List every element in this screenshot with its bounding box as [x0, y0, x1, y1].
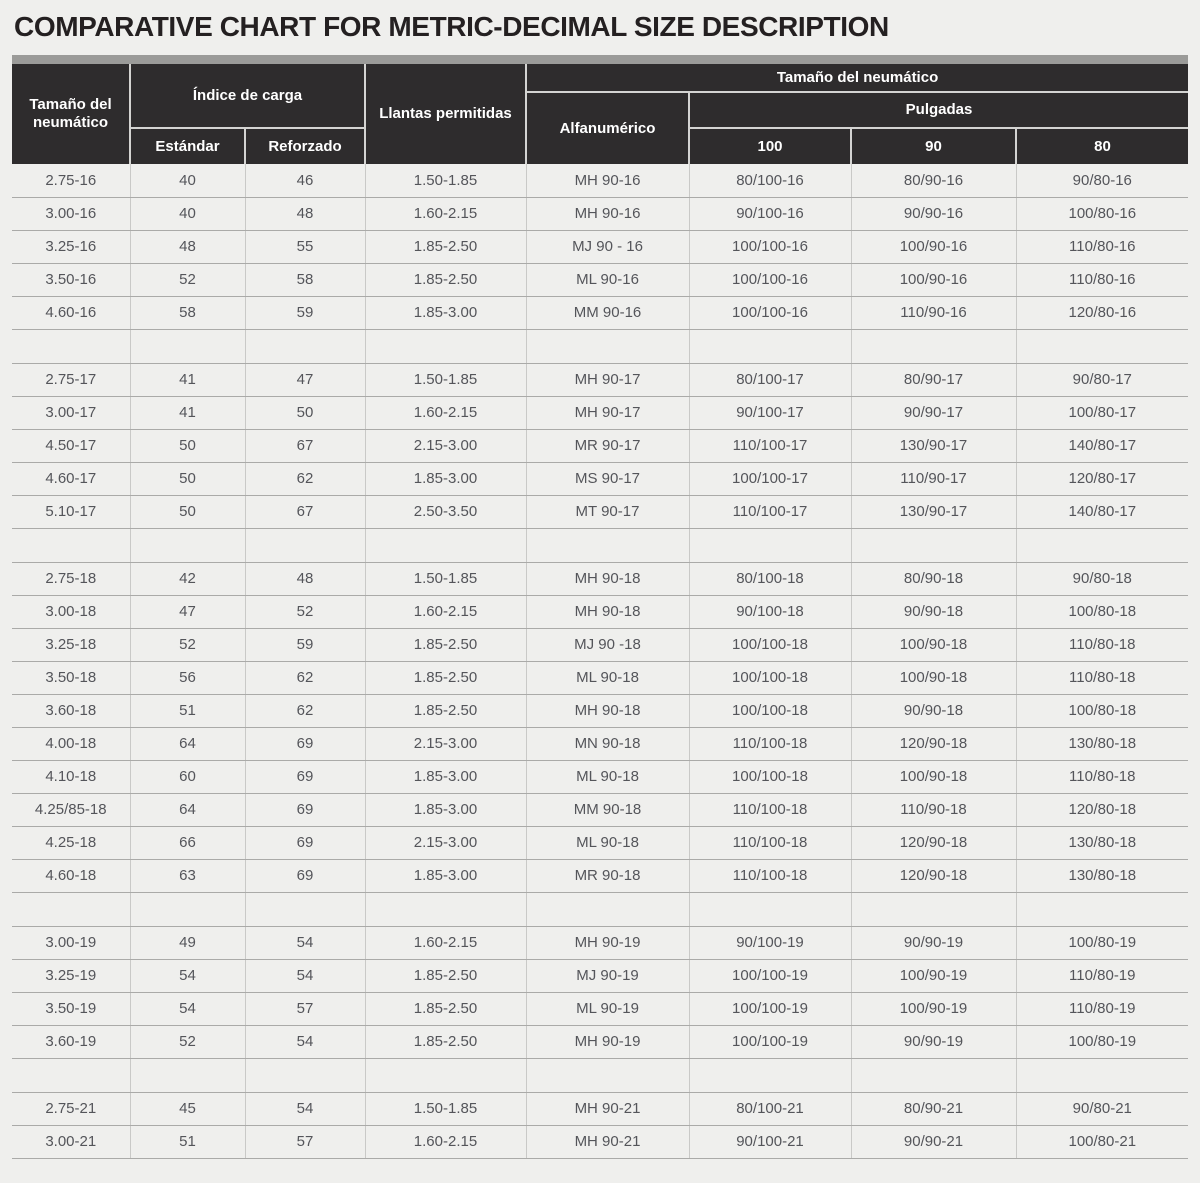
spacer-cell: [851, 1058, 1016, 1092]
table-row: [12, 363, 1188, 396]
spacer-cell: [12, 528, 130, 562]
table-row: [12, 793, 1188, 826]
cell: 1.50-1.85: [365, 1092, 526, 1125]
cell: 57: [245, 992, 365, 1025]
cell: 64: [130, 793, 245, 826]
cell: 90/80-21: [1016, 1092, 1188, 1125]
cell: 3.50-18: [12, 661, 130, 694]
cell: 80/100-17: [689, 363, 851, 396]
spacer-row: [12, 892, 1188, 926]
cell: 62: [245, 462, 365, 495]
cell: MJ 90 - 16: [526, 230, 689, 263]
cell: 49: [130, 926, 245, 959]
cell: MS 90-17: [526, 462, 689, 495]
spacer-cell: [130, 329, 245, 363]
cell: MH 90-16: [526, 164, 689, 197]
cell: 90/90-17: [851, 396, 1016, 429]
spacer-cell: [526, 329, 689, 363]
cell: 3.50-16: [12, 263, 130, 296]
cell: 130/90-17: [851, 429, 1016, 462]
cell: MH 90-18: [526, 595, 689, 628]
cell: 130/80-18: [1016, 826, 1188, 859]
table-row: [12, 197, 1188, 230]
cell: 1.85-2.50: [365, 230, 526, 263]
spacer-cell: [365, 329, 526, 363]
cell: MH 90-21: [526, 1125, 689, 1158]
cell: 100/80-18: [1016, 694, 1188, 727]
table-top-strip: [12, 55, 1188, 64]
spacer-cell: [245, 329, 365, 363]
spacer-cell: [1016, 892, 1188, 926]
cell: 41: [130, 363, 245, 396]
cell: 130/90-17: [851, 495, 1016, 528]
cell: 90/100-18: [689, 595, 851, 628]
cell: 3.00-19: [12, 926, 130, 959]
cell: 1.85-3.00: [365, 859, 526, 892]
cell: MH 90-17: [526, 363, 689, 396]
cell: MT 90-17: [526, 495, 689, 528]
cell: MH 90-18: [526, 694, 689, 727]
cell: 110/100-18: [689, 793, 851, 826]
cell: 110/100-17: [689, 495, 851, 528]
page-title: COMPARATIVE CHART FOR METRIC-DECIMAL SIZE DESCRIPTION: [14, 11, 889, 42]
cell: 100/80-19: [1016, 1025, 1188, 1058]
cell: 1.85-2.50: [365, 959, 526, 992]
table-row: [12, 661, 1188, 694]
cell: MH 90-18: [526, 562, 689, 595]
cell: 100/100-19: [689, 992, 851, 1025]
cell: 90/80-18: [1016, 562, 1188, 595]
cell: 67: [245, 429, 365, 462]
cell: 4.50-17: [12, 429, 130, 462]
cell: 69: [245, 760, 365, 793]
cell: 100/90-18: [851, 661, 1016, 694]
cell: 69: [245, 859, 365, 892]
cell: 3.00-16: [12, 197, 130, 230]
cell: 63: [130, 859, 245, 892]
spacer-row: [12, 329, 1188, 363]
table-row: [12, 727, 1188, 760]
cell: 1.85-3.00: [365, 760, 526, 793]
spacer-cell: [1016, 1058, 1188, 1092]
spacer-cell: [1016, 329, 1188, 363]
cell: 90/100-17: [689, 396, 851, 429]
cell: 67: [245, 495, 365, 528]
cell: 4.60-17: [12, 462, 130, 495]
cell: 3.50-19: [12, 992, 130, 1025]
cell: 90/100-19: [689, 926, 851, 959]
table-row: [12, 826, 1188, 859]
table-row: [12, 628, 1188, 661]
cell: 2.15-3.00: [365, 826, 526, 859]
cell: 3.00-21: [12, 1125, 130, 1158]
cell: 110/90-16: [851, 296, 1016, 329]
cell: 59: [245, 628, 365, 661]
cell: 3.60-19: [12, 1025, 130, 1058]
cell: 69: [245, 727, 365, 760]
cell: 120/80-18: [1016, 793, 1188, 826]
cell: 1.60-2.15: [365, 926, 526, 959]
spacer-cell: [130, 1058, 245, 1092]
table-row: [12, 164, 1188, 197]
spacer-cell: [526, 528, 689, 562]
cell: 80/90-18: [851, 562, 1016, 595]
cell: ML 90-19: [526, 992, 689, 1025]
cell: 2.15-3.00: [365, 727, 526, 760]
header-inch-90: 90: [851, 128, 1016, 164]
spacer-cell: [851, 329, 1016, 363]
cell: 1.60-2.15: [365, 1125, 526, 1158]
cell: 57: [245, 1125, 365, 1158]
cell: 47: [245, 363, 365, 396]
table-row: [12, 462, 1188, 495]
cell: 54: [245, 1025, 365, 1058]
cell: MH 90-19: [526, 1025, 689, 1058]
cell: 48: [245, 197, 365, 230]
spacer-cell: [130, 892, 245, 926]
header-inch-100: 100: [689, 128, 851, 164]
cell: 1.85-2.50: [365, 1025, 526, 1058]
table-row: [12, 1125, 1188, 1158]
table-row: [12, 1092, 1188, 1125]
cell: 1.60-2.15: [365, 595, 526, 628]
cell: 100/80-17: [1016, 396, 1188, 429]
cell: 1.85-2.50: [365, 263, 526, 296]
cell: 58: [130, 296, 245, 329]
cell: 110/90-17: [851, 462, 1016, 495]
cell: 90/90-19: [851, 926, 1016, 959]
cell: MJ 90-19: [526, 959, 689, 992]
cell: 2.15-3.00: [365, 429, 526, 462]
table-row: [12, 429, 1188, 462]
cell: 100/90-19: [851, 959, 1016, 992]
table-row: [12, 992, 1188, 1025]
cell: 120/90-18: [851, 826, 1016, 859]
cell: 90/90-21: [851, 1125, 1016, 1158]
table-header: [12, 64, 1188, 164]
cell: 4.10-18: [12, 760, 130, 793]
table-row: [12, 562, 1188, 595]
cell: MH 90-17: [526, 396, 689, 429]
cell: 110/80-18: [1016, 661, 1188, 694]
header-inches: Pulgadas: [689, 92, 1188, 128]
cell: 50: [130, 429, 245, 462]
cell: 48: [245, 562, 365, 595]
spacer-cell: [689, 1058, 851, 1092]
cell: 100/90-18: [851, 628, 1016, 661]
cell: 62: [245, 661, 365, 694]
cell: 80/90-21: [851, 1092, 1016, 1125]
cell: 51: [130, 694, 245, 727]
cell: 100/90-16: [851, 230, 1016, 263]
cell: 60: [130, 760, 245, 793]
cell: 90/100-16: [689, 197, 851, 230]
cell: ML 90-16: [526, 263, 689, 296]
cell: 140/80-17: [1016, 429, 1188, 462]
cell: 50: [245, 396, 365, 429]
cell: 3.00-17: [12, 396, 130, 429]
cell: 100/80-21: [1016, 1125, 1188, 1158]
table-body: [12, 164, 1188, 1158]
cell: 1.85-2.50: [365, 694, 526, 727]
spacer-cell: [689, 892, 851, 926]
header-rims-allowed: Llantas permitidas: [365, 64, 526, 164]
cell: 50: [130, 462, 245, 495]
cell: 100/100-17: [689, 462, 851, 495]
header-row-1: [12, 64, 1188, 92]
cell: 90/90-16: [851, 197, 1016, 230]
cell: 69: [245, 826, 365, 859]
cell: 54: [245, 959, 365, 992]
cell: 3.25-19: [12, 959, 130, 992]
cell: 62: [245, 694, 365, 727]
cell: 120/80-16: [1016, 296, 1188, 329]
cell: 100/100-19: [689, 1025, 851, 1058]
spacer-cell: [851, 892, 1016, 926]
cell: 80/100-18: [689, 562, 851, 595]
cell: 50: [130, 495, 245, 528]
spacer-cell: [245, 1058, 365, 1092]
header-tire-size: Tamaño del neumático: [526, 64, 1188, 92]
spacer-cell: [851, 528, 1016, 562]
cell: 110/100-18: [689, 859, 851, 892]
table-row: [12, 296, 1188, 329]
cell: 90/80-16: [1016, 164, 1188, 197]
table-row: [12, 495, 1188, 528]
cell: 54: [130, 959, 245, 992]
table-row: [12, 396, 1188, 429]
cell: 130/80-18: [1016, 859, 1188, 892]
cell: 110/80-19: [1016, 992, 1188, 1025]
cell: 140/80-17: [1016, 495, 1188, 528]
cell: 100/100-18: [689, 628, 851, 661]
cell: 100/100-18: [689, 694, 851, 727]
cell: 80/100-21: [689, 1092, 851, 1125]
cell: 80/100-16: [689, 164, 851, 197]
cell: 110/100-18: [689, 826, 851, 859]
spacer-cell: [365, 1058, 526, 1092]
spacer-cell: [689, 329, 851, 363]
cell: 1.50-1.85: [365, 363, 526, 396]
spacer-cell: [526, 1058, 689, 1092]
cell: MM 90-18: [526, 793, 689, 826]
cell: 40: [130, 164, 245, 197]
table-row: [12, 1025, 1188, 1058]
cell: 1.60-2.15: [365, 197, 526, 230]
cell: 58: [245, 263, 365, 296]
spacer-cell: [689, 528, 851, 562]
cell: 51: [130, 1125, 245, 1158]
cell: 41: [130, 396, 245, 429]
cell: 130/80-18: [1016, 727, 1188, 760]
cell: MM 90-16: [526, 296, 689, 329]
cell: MH 90-21: [526, 1092, 689, 1125]
cell: 54: [245, 926, 365, 959]
cell: 54: [245, 1092, 365, 1125]
cell: 90/90-18: [851, 694, 1016, 727]
cell: 52: [245, 595, 365, 628]
cell: 1.85-3.00: [365, 296, 526, 329]
cell: 69: [245, 793, 365, 826]
cell: 1.85-2.50: [365, 992, 526, 1025]
cell: 1.85-2.50: [365, 628, 526, 661]
cell: 56: [130, 661, 245, 694]
table-row: [12, 760, 1188, 793]
cell: 1.50-1.85: [365, 562, 526, 595]
spacer-cell: [1016, 528, 1188, 562]
cell: 2.75-17: [12, 363, 130, 396]
spacer-cell: [365, 892, 526, 926]
table-row: [12, 230, 1188, 263]
cell: 3.60-18: [12, 694, 130, 727]
spacer-cell: [526, 892, 689, 926]
cell: 4.25-18: [12, 826, 130, 859]
header-reinforced: Reforzado: [245, 128, 365, 164]
cell: 2.75-18: [12, 562, 130, 595]
cell: 120/90-18: [851, 859, 1016, 892]
cell: 4.60-18: [12, 859, 130, 892]
cell: 1.85-3.00: [365, 462, 526, 495]
cell: 100/90-18: [851, 760, 1016, 793]
table-row: [12, 959, 1188, 992]
cell: 1.50-1.85: [365, 164, 526, 197]
spacer-cell: [12, 329, 130, 363]
cell: 80/90-17: [851, 363, 1016, 396]
table-row: [12, 926, 1188, 959]
cell: 4.60-16: [12, 296, 130, 329]
cell: 110/80-16: [1016, 230, 1188, 263]
cell: 46: [245, 164, 365, 197]
cell: 100/100-16: [689, 296, 851, 329]
cell: 52: [130, 628, 245, 661]
table-row: [12, 595, 1188, 628]
cell: 120/80-17: [1016, 462, 1188, 495]
header-load-index: Índice de carga: [130, 64, 365, 128]
cell: 110/90-18: [851, 793, 1016, 826]
cell: 90/80-17: [1016, 363, 1188, 396]
cell: 52: [130, 1025, 245, 1058]
cell: 64: [130, 727, 245, 760]
spacer-cell: [130, 528, 245, 562]
cell: 100/100-16: [689, 230, 851, 263]
cell: 1.60-2.15: [365, 396, 526, 429]
cell: 110/80-18: [1016, 760, 1188, 793]
cell: 2.75-16: [12, 164, 130, 197]
cell: 110/100-18: [689, 727, 851, 760]
cell: 1.85-2.50: [365, 661, 526, 694]
cell: 100/80-18: [1016, 595, 1188, 628]
spacer-cell: [365, 528, 526, 562]
cell: 40: [130, 197, 245, 230]
cell: MN 90-18: [526, 727, 689, 760]
cell: 45: [130, 1092, 245, 1125]
cell: 110/80-18: [1016, 628, 1188, 661]
spacer-row: [12, 1058, 1188, 1092]
spacer-cell: [245, 528, 365, 562]
cell: 4.25/85-18: [12, 793, 130, 826]
cell: 2.75-21: [12, 1092, 130, 1125]
cell: 52: [130, 263, 245, 296]
cell: ML 90-18: [526, 760, 689, 793]
cell: 110/80-16: [1016, 263, 1188, 296]
cell: 66: [130, 826, 245, 859]
cell: 3.25-16: [12, 230, 130, 263]
spacer-cell: [12, 892, 130, 926]
cell: 100/100-18: [689, 661, 851, 694]
cell: 47: [130, 595, 245, 628]
cell: MH 90-16: [526, 197, 689, 230]
cell: 80/90-16: [851, 164, 1016, 197]
cell: 3.00-18: [12, 595, 130, 628]
cell: 1.85-3.00: [365, 793, 526, 826]
cell: 110/80-19: [1016, 959, 1188, 992]
cell: 42: [130, 562, 245, 595]
cell: 100/80-16: [1016, 197, 1188, 230]
cell: 100/100-18: [689, 760, 851, 793]
cell: 59: [245, 296, 365, 329]
comparison-table: [12, 64, 1188, 1159]
cell: 100/80-19: [1016, 926, 1188, 959]
header-inch-80: 80: [1016, 128, 1188, 164]
cell: 54: [130, 992, 245, 1025]
cell: 120/90-18: [851, 727, 1016, 760]
table-row: [12, 263, 1188, 296]
cell: 100/90-16: [851, 263, 1016, 296]
cell: MR 90-18: [526, 859, 689, 892]
spacer-row: [12, 528, 1188, 562]
cell: 100/90-19: [851, 992, 1016, 1025]
header-standard: Estándar: [130, 128, 245, 164]
table-row: [12, 694, 1188, 727]
cell: MR 90-17: [526, 429, 689, 462]
cell: 2.50-3.50: [365, 495, 526, 528]
cell: 100/100-19: [689, 959, 851, 992]
cell: ML 90-18: [526, 826, 689, 859]
cell: MH 90-19: [526, 926, 689, 959]
cell: 55: [245, 230, 365, 263]
header-tire-size-metric: Tamaño del neumático: [12, 64, 130, 164]
cell: 4.00-18: [12, 727, 130, 760]
cell: 90/100-21: [689, 1125, 851, 1158]
table-row: [12, 859, 1188, 892]
cell: 90/90-18: [851, 595, 1016, 628]
spacer-cell: [245, 892, 365, 926]
cell: 3.25-18: [12, 628, 130, 661]
cell: 110/100-17: [689, 429, 851, 462]
header-alphanumeric: Alfanumérico: [526, 92, 689, 164]
cell: MJ 90 -18: [526, 628, 689, 661]
cell: 5.10-17: [12, 495, 130, 528]
cell: 100/100-16: [689, 263, 851, 296]
cell: 48: [130, 230, 245, 263]
cell: 90/90-19: [851, 1025, 1016, 1058]
spacer-cell: [12, 1058, 130, 1092]
cell: ML 90-18: [526, 661, 689, 694]
